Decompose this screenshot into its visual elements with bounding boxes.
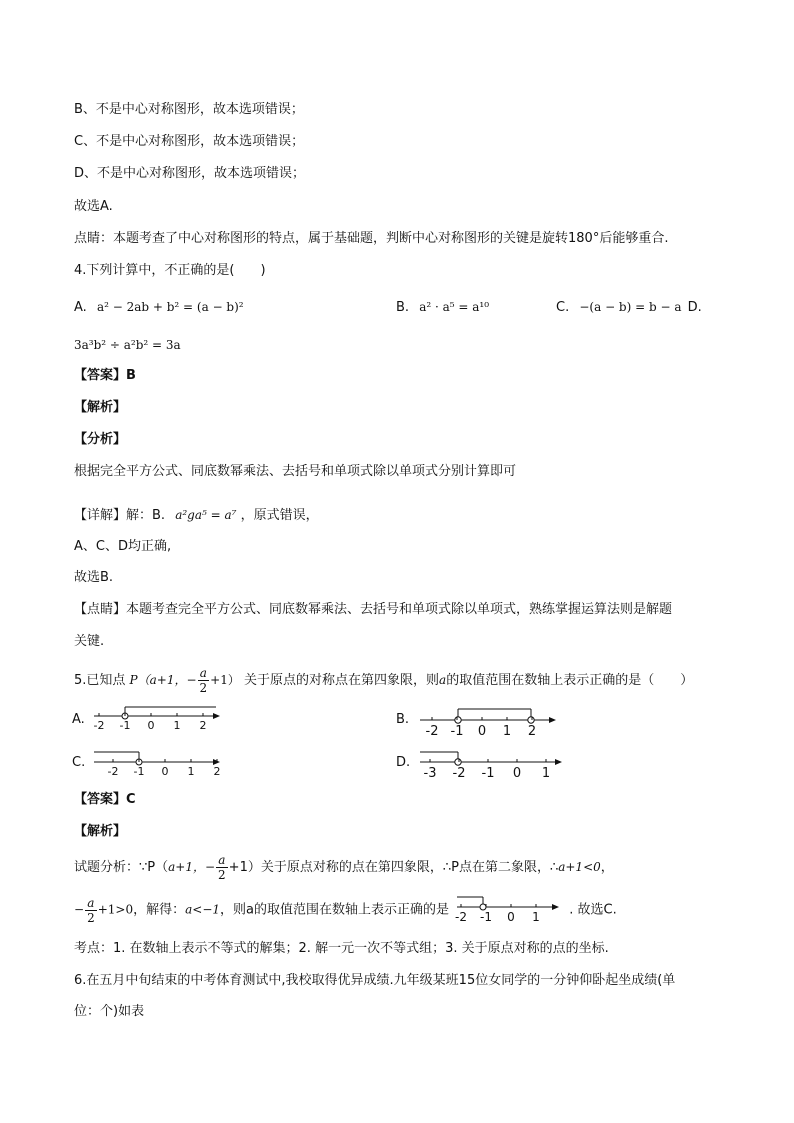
q5-stem-suffix: 关于原点的对称点在第四象限，则	[244, 673, 440, 688]
q4-option-a	[74, 297, 244, 318]
q5-point-close: +1）	[210, 673, 240, 687]
q4-acd-correct: A、C、D均正确,	[74, 539, 172, 554]
q4-analysis-head: 【解析】	[74, 400, 127, 415]
q5-sol2-end: . 故选C.	[569, 902, 617, 918]
tick-label: -1	[133, 765, 145, 778]
q5-var-a: a	[439, 673, 447, 687]
q4-detail-suffix: ，原式错误，	[240, 508, 319, 523]
q5-solution-line1	[74, 852, 614, 883]
tick-label: 1	[173, 719, 181, 732]
q6-stem-line1: 6.在五月中旬结束的中考体育测试中,我校取得优异成绩.九年级某班15位女同学的一分钟仰卧起坐成绩(单	[74, 973, 676, 988]
q5-stem	[74, 666, 693, 695]
open-circle-icon	[528, 717, 534, 723]
number-line-d	[416, 746, 566, 782]
q6-stem-line2: 位：个)如表	[74, 1004, 145, 1019]
q5-sol2-ineq: +1>0	[97, 902, 134, 917]
q4-choose-b: 故选B.	[74, 570, 114, 585]
tick-label: 0	[147, 719, 155, 732]
tick-label: -2	[93, 719, 105, 732]
q4-answer: 【答案】B	[74, 368, 136, 383]
q5-sol2-text2: ，则a的取值范围在数轴上表示正确的是	[220, 902, 449, 918]
arrow-icon	[552, 904, 559, 910]
q5-point-open: P（a+1，−	[129, 673, 197, 687]
q5-option-d-label: D.	[396, 755, 411, 770]
q5-solution-line2	[74, 893, 617, 927]
tick-label: -1	[450, 724, 464, 738]
q5-sol2-frac-num: a	[85, 896, 97, 911]
q5-frac-den: 2	[199, 681, 208, 695]
q4-fenxi-head: 【分析】	[74, 432, 127, 447]
open-circle-icon	[455, 717, 461, 723]
q3-comment: 点睛：本题考查了中心对称图形的特点，属于基础题，判断中心对称图形的关键是旋转180°后能够重合.	[74, 231, 669, 246]
q5-sol2-minus: −	[74, 902, 85, 917]
tick-label: 1	[187, 765, 195, 778]
q5-fraction	[198, 666, 210, 695]
tick-label: 0	[512, 766, 522, 781]
arrow-icon	[555, 759, 562, 765]
q5-kaodian: 考点：1. 在数轴上表示不等式的解集；2. 解一元一次不等式组；3. 关于原点对称的点的坐标.	[74, 941, 609, 956]
tick-label: 0	[161, 765, 169, 778]
option-c-explanation: C、不是中心对称图形，故本选项错误；	[74, 134, 305, 149]
q5-option-a-label: A.	[72, 712, 85, 727]
q5-sol2-frac-den: 2	[87, 910, 95, 925]
q5-analysis-head: 【解析】	[74, 824, 127, 839]
q5-sol2-fraction	[85, 896, 97, 925]
q5-sol1-frac-num: a	[216, 853, 228, 868]
tick-label: 1	[541, 766, 551, 781]
tick-label: 1	[502, 724, 512, 738]
q5-sol2-result: a<−1	[185, 902, 221, 917]
q5-sol2-text: ，解得：	[133, 902, 186, 918]
q5-stem-prefix: 5.已知点	[74, 673, 126, 688]
q5-sol1-mid: a+1，−	[168, 860, 216, 874]
q4-comment-line1: 【点睛】本题考查完全平方公式、同底数幂乘法、去括号和单项式除以单项式，熟练掌握运算法则是解题	[74, 602, 673, 617]
q4-option-c	[556, 297, 702, 318]
number-line-a	[90, 702, 224, 736]
q5-answer: 【答案】C	[74, 792, 136, 807]
tick-label: 0	[477, 724, 487, 738]
number-line-solution	[453, 893, 565, 927]
tick-label: 2	[199, 719, 207, 732]
q4-detail-prefix: 【详解】解：B.	[74, 508, 166, 523]
q5-option-c-label: C.	[72, 755, 86, 770]
open-circle-icon	[455, 759, 461, 765]
q5-sol1-fraction	[216, 853, 228, 882]
q4-comment-line2: 关键.	[74, 634, 105, 649]
number-line-c	[90, 746, 224, 780]
tick-label: 1	[532, 910, 540, 924]
choose-a: 故选A.	[74, 199, 113, 214]
tick-label: 0	[507, 910, 515, 924]
tick-label: -2	[425, 724, 439, 738]
q5-frac-num: a	[198, 666, 210, 681]
q4-option-d-label: D.	[687, 300, 702, 315]
q5-sol1-frac-den: 2	[218, 868, 226, 882]
q5-stem-end: 的取值范围在数轴上表示正确的是（ ）	[446, 673, 694, 688]
tick-label: -2	[107, 765, 119, 778]
option-d-explanation: D、不是中心对称图形，故本选项错误；	[74, 166, 306, 181]
option-b-explanation: B、不是中心对称图形，故本选项错误；	[74, 102, 304, 117]
tick-label: -3	[423, 766, 437, 781]
q4-detail-expr: a²ga⁵ = a⁷	[175, 508, 237, 522]
q5-sol1-end: ，	[600, 860, 614, 875]
arrow-icon	[213, 713, 220, 719]
q4-option-b-expr: a² · a⁵ = a¹⁰	[419, 300, 490, 314]
q4-option-c-label: C.	[556, 300, 570, 315]
q5-sol1-prefix: 试题分析：∵P（	[74, 860, 169, 875]
tick-label: 2	[213, 765, 221, 778]
tick-label: -2	[452, 766, 466, 781]
q5-sol1-after: +1）关于原点对称的点在第四象限，∴P点在第二象限，∴	[228, 860, 559, 875]
tick-label: -1	[481, 766, 495, 781]
tick-label: 2	[527, 724, 537, 738]
q4-option-b-label: B.	[396, 300, 410, 315]
q4-option-a-label: A.	[74, 300, 87, 315]
q4-fenxi-text: 根据完全平方公式、同底数幂乘法、去括号和单项式除以单项式分别计算即可	[74, 464, 517, 479]
q4-stem: 4.下列计算中，不正确的是( )	[74, 263, 266, 278]
tick-label: -1	[119, 719, 131, 732]
q4-option-c-expr: −(a − b) = b − a	[579, 300, 682, 314]
q4-option-a-expr: a² − 2ab + b² = (a − b)²	[96, 300, 244, 314]
q4-option-b	[396, 297, 489, 318]
tick-label: -2	[455, 910, 468, 924]
q5-sol1-ineq: a+1<0	[558, 860, 601, 874]
q5-option-b-label: B.	[396, 712, 410, 727]
q4-option-d-expr: 3a³b² ÷ a²b² = 3a	[74, 338, 181, 352]
q4-detail	[74, 505, 319, 526]
tick-label: -1	[480, 910, 493, 924]
arrow-icon	[549, 717, 556, 723]
number-line-b	[416, 702, 560, 738]
